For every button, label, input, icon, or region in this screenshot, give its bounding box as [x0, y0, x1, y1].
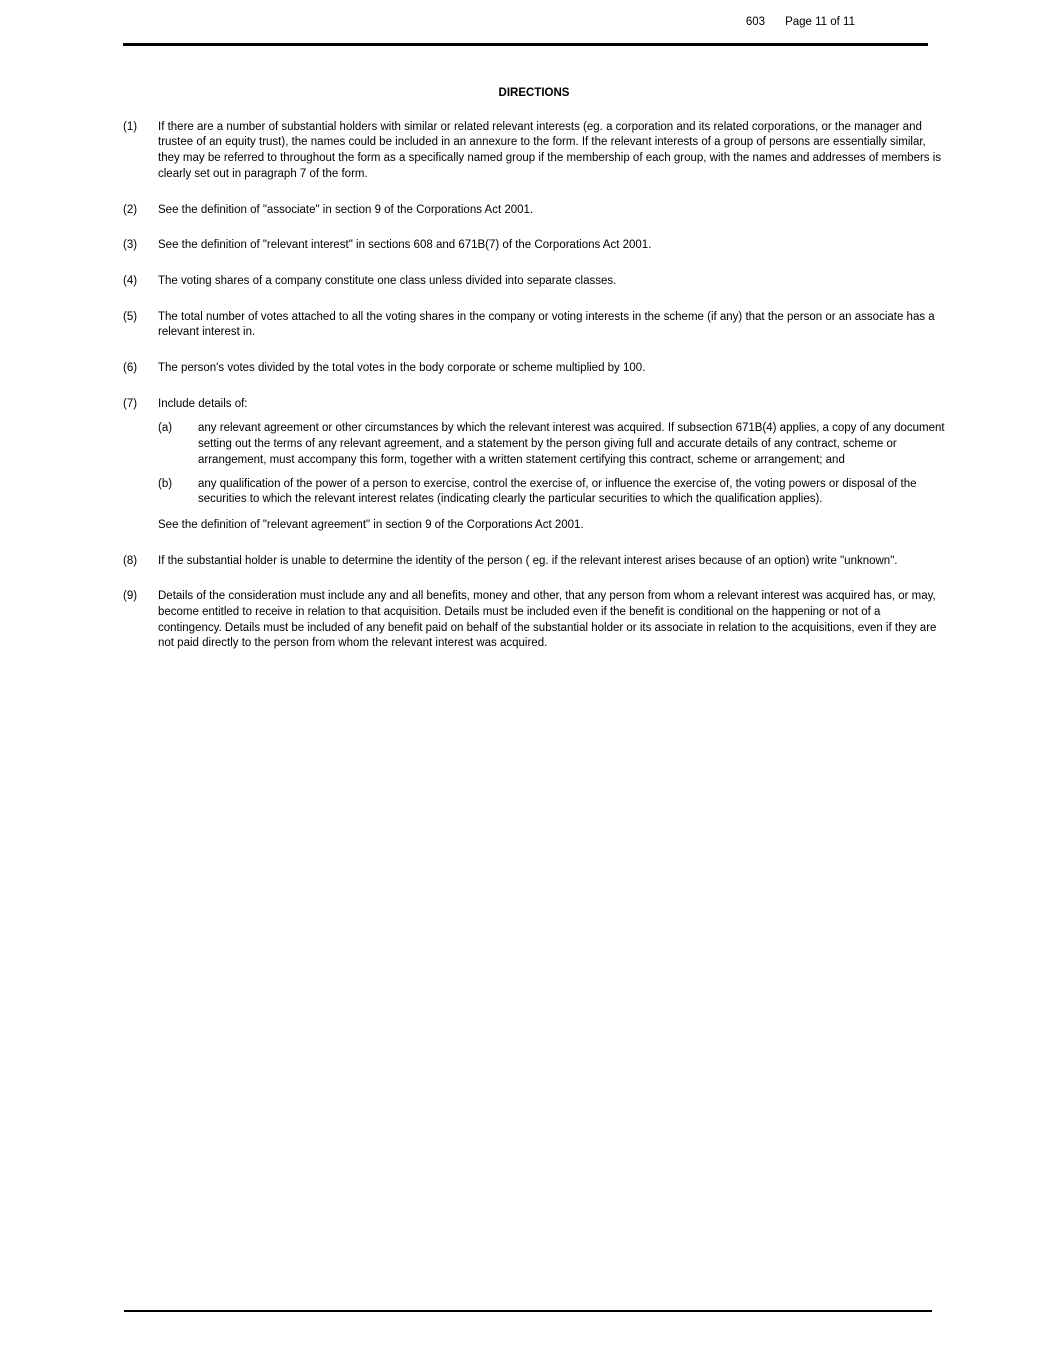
- form-number: 603: [745, 16, 766, 28]
- footer-divider: [124, 1310, 932, 1312]
- item-number: (9): [123, 590, 138, 603]
- page-title: DIRECTIONS: [498, 87, 570, 99]
- item-text: If there are a number of substantial holders with similar or related relevant interests (eg. a corporation and its related corporations, or the manager and trustee of an equity trust), the names could be included in an annexure to the form. If the relevant interests of a group of persons are essentially similar, they may be referred to throughout the form as a specifically named group if the membership of each group, with the names and addresses of members is clearly set out in paragraph 7 of the form.: [158, 120, 942, 180]
- item-number: (7): [123, 397, 138, 410]
- item-note: See the definition of "relevant agreement" in section 9 of the Corporations Act 2001.: [158, 518, 584, 531]
- sub-item-number: (a): [158, 422, 173, 435]
- direction-item-6: [123, 361, 945, 377]
- header-divider: [123, 43, 928, 46]
- sub-item-text: any qualification of the power of a person to exercise, control the exercise of, or influence the exercise of, the voting powers or disposal of the securities to which the relevant interest relates (indicating clearly the particular securities to which the qualification applies).: [198, 477, 917, 506]
- item-number: (5): [123, 310, 138, 323]
- direction-item-2: [123, 203, 945, 219]
- direction-item-4: [123, 274, 945, 290]
- item-text: Include details of:: [158, 397, 248, 410]
- item-number: (8): [123, 554, 138, 567]
- direction-item-1: [123, 120, 945, 183]
- sub-item-list: [158, 421, 945, 508]
- direction-item-9: [123, 589, 945, 652]
- item-text: The person's votes divided by the total votes in the body corporate or scheme multiplied by 100.: [158, 362, 646, 375]
- item-text: The voting shares of a company constitute one class unless divided into separate classes.: [158, 274, 617, 287]
- page-number-label: Page 11 of 11: [785, 16, 855, 28]
- item-text: If the substantial holder is unable to determine the identity of the person ( eg. if the relevant interest arises because of an option) write "unknown".: [158, 554, 898, 567]
- page-header: [0, 15, 855, 31]
- item-number: (3): [123, 239, 138, 252]
- item-number: (6): [123, 362, 138, 375]
- item-text: The total number of votes attached to all the voting shares in the company or voting interests in the scheme (if any) that the person or an associate has a relevant interest in.: [158, 310, 935, 339]
- direction-item-5: [123, 310, 945, 341]
- sub-item-number: (b): [158, 477, 173, 490]
- item-text: Details of the consideration must include any and all benefits, money and other, that any person from whom a relevant interest was acquired has, or may, become entitled to receive in relation to that acquisition. Details must be included even if the benefit is conditional on the happening or not of a contingency. Details must be included of any benefit paid on behalf of the substantial holder or its associate in relation to the acquisitions, even if they are not paid directly to the person from whom the relevant interest was acquired.: [158, 590, 937, 650]
- item-number: (2): [123, 203, 138, 216]
- item-number: (4): [123, 274, 138, 287]
- item-body: [158, 397, 945, 534]
- direction-item-8: [123, 554, 945, 570]
- direction-item-3: [123, 238, 945, 254]
- item-text: See the definition of "associate" in section 9 of the Corporations Act 2001.: [158, 203, 534, 216]
- direction-item-7: [123, 397, 945, 534]
- directions-section: [123, 86, 945, 672]
- item-number: (1): [123, 120, 138, 133]
- item-text: See the definition of "relevant interest" in sections 608 and 671B(7) of the Corporations Act 2001.: [158, 239, 652, 252]
- sub-item-text: any relevant agreement or other circumstances by which the relevant interest was acquired. If subsection 671B(4) applies, a copy of any document setting out the terms of any relevant agreement, and a statement by the person giving full and accurate details of any contract, scheme or arrangement, must accompany this form, together with a written statement certifying this contract, scheme or arrangement; and: [198, 422, 945, 466]
- sub-item-b: [158, 477, 945, 508]
- sub-item-a: [158, 421, 945, 468]
